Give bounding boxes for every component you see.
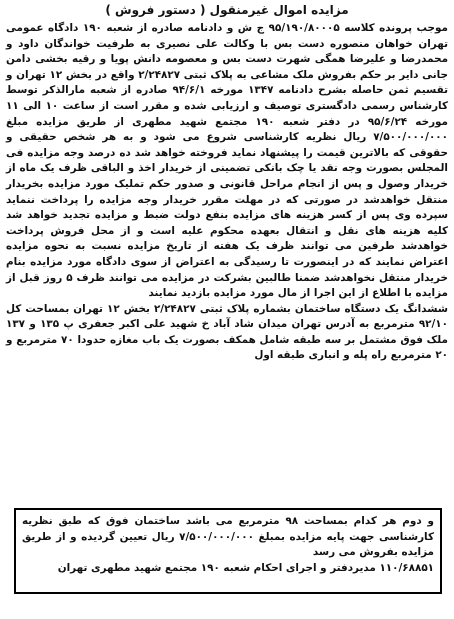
notice-paragraph-property: ششدانگ یک دستگاه ساختمان بشماره پلاک ثبتی ۲/۲۴۸۲۷ بخش ۱۲ تهران بمساحت کل ۹۲/۱۰ مترمربع به آدرس تهران میدان شاد آباد خ شهید علی اکبر جعفری پ ۱۳۵ و ۱۳۷ ملک فوق مشتمل بر سه طبقه شامل همکف بصورت یک باب مغازه حدودا ۷۰ مترمربع و ۲۰ مترمربع راه پله و انباری طبقه اول xyxy=(6,302,449,362)
notice-paragraph-main: موجب پرونده کلاسه ۹۵/۱۹۰/۸۰۰۰۵ ج ش و دادنامه صادره از شعبه ۱۹۰ دادگاه عمومی تهران خواهان منصوره دست بس با وکالت علی نصیری به طرفیت خواندگان داود و محمدرضا و علیرضا همگی شهرت دست بس و معصومه دانش پویا و رقیه بخشی دامن جانی دایر بر حکم بفروش ملک مشاعی به پلاک ثبتی ۲/۲۴۸۲۷ واقع در بخش ۱۲ تهران و تقسیم ثمن حاصله بشرح دادنامه ۱۳۴۷ مورخه ۹۴/۶/۱ صادره از شعبه مارالذکر توسط کارشناس رسمی دادگستری توصیف و ارزیابی شده و مقرر است از ساعت ۱۰ الی ۱۱ مورخه ۹۵/۶/۲۴ در دفتر شعبه ۱۹۰ مجتمع شهید مطهری از طریق مزایده مبلغ ۷/۵۰۰/۰۰۰/۰۰۰ ریال نظریه کارشناسی شروع می شود و به هر شخص حقیقی و حقوقی که بالاترین قیمت را پیشنهاد نماید فروخته خواهد شد ده درصد وجه مزایده فی المجلس بصورت وجه نقد یا چک بانکی تضمینی از خریدار اخذ و الباقی ظرف یک ماه از خریدار وصول و پس از انجام مراحل قانونی و صدور حکم تملیک مورد مزایده بخریدار منتقل خواهدشد در صورتی که در مهلت مقرر خریدار وجه مزایده را پرداخت ننماید سپرده وی پس از کسر هزینه های مزایده بنفع دولت ضبط و مزایده تجدید خواهد شد کلیه هزینه های نقل و انتقال بعهده محکوم علیه است و از محل فروش پرداخت خواهدشد طرفین می توانند ظرف یک هفته از تاریخ مزایده نسبت به نحوه مزایده اعتراض نمایند که در اینصورت تا رسیدگی به اعتراض از سوی دادگاه مورد مزایده بنام خریدار منتقل نخواهدشد ضمنا طالبین بشرکت در مزایده می توانند ظرف ۵ روز قبل از مزایده با اطلاع از این اجرا از مال مورد مزایده بازدید نمایند xyxy=(6,22,448,300)
signature-line xyxy=(22,561,434,577)
summary-text: و دوم هر کدام بمساحت ۹۸ مترمربع می باشد ساختمان فوق که طبق نظریه کارشناسی جهت پایه مزایده بمبلغ ۷/۵۰۰/۰۰۰/۰۰۰ ریال تعیین گردیده و از طریق مزایده بفروش می رسد xyxy=(22,515,434,559)
notice-summary-box xyxy=(14,508,442,594)
signature-number: ۱۱۰/۶۸۸۵۱ xyxy=(379,561,434,574)
notice-body xyxy=(6,21,448,364)
signature-text: مدیردفتر و اجرای احکام شعبه ۱۹۰ مجتمع شهید مطهری تهران xyxy=(57,561,376,574)
notice-title: مزایده اموال غیرمنقول ( دستور فروش ) xyxy=(105,3,349,17)
